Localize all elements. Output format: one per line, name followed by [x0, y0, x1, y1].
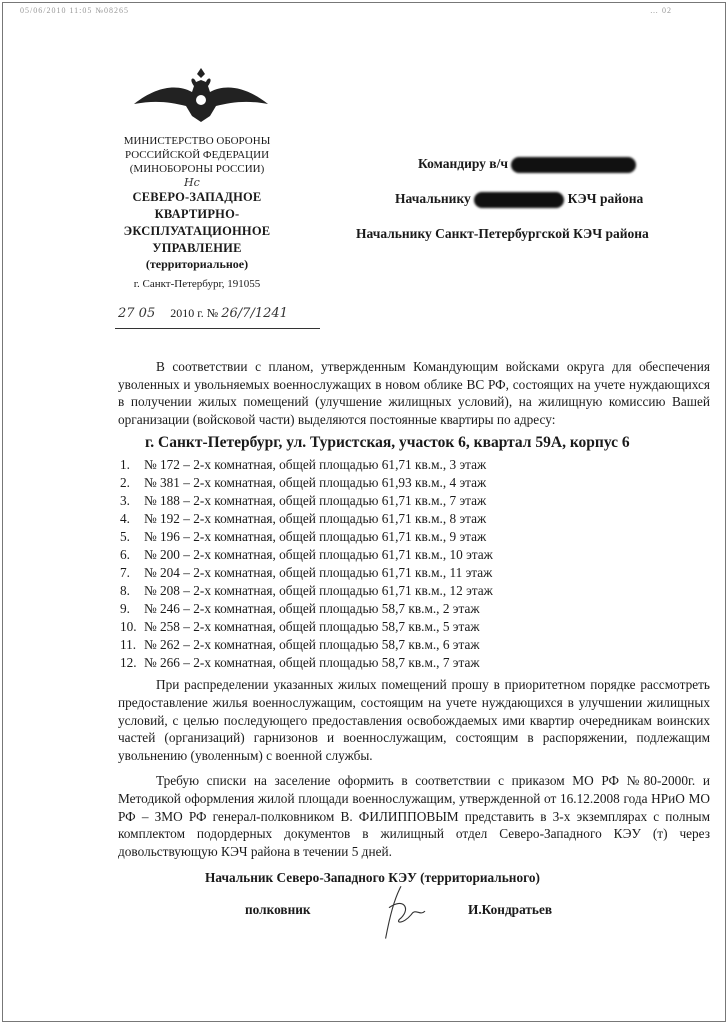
apartment-item [120, 474, 710, 492]
ministry-line-1: МИНИСТЕРСТВО ОБОРОНЫ [123, 135, 271, 147]
apartment-item [120, 546, 710, 564]
apartment-address: г. Санкт-Петербург, ул. Туристская, участок 6, квартал 59А, корпус 6 [145, 434, 630, 452]
apartment-number: 7. [120, 565, 130, 581]
intro-paragraph [118, 358, 710, 428]
apartment-item [120, 492, 710, 510]
apartment-description: № 172 – 2-х комнатная, общей площадью 61,71 кв.м., 3 этаж [144, 457, 487, 473]
apartment-item [120, 618, 710, 636]
outgoing-date-number [118, 306, 288, 321]
apartment-item [120, 528, 710, 546]
redaction-mark [474, 192, 564, 208]
apartment-description: № 192 – 2-х комнатная, общей площадью 61,71 кв.м., 8 этаж [144, 511, 487, 527]
handwritten-note: Нс [184, 176, 200, 189]
apartment-list [118, 456, 710, 672]
intro-text: В соответствии с планом, утвержденным Командующим войсками округа для обеспечения уволенных и увольняемых военнослужащих в новом облике ВС РФ, состоящих на учете нуждающихся в получении жилых помещений (улучшение жилищных условий), на жилищную комиссию Вашей организации (войсковой части) выделяются постоянные квартиры по адресу: [118, 359, 710, 427]
letterhead [112, 134, 282, 291]
signatory-rank: полковник [245, 902, 311, 918]
apartment-number: 1. [120, 457, 130, 473]
apartment-number: 10. [120, 619, 137, 635]
addressee-line-2-suffix: КЭЧ района [567, 191, 644, 206]
apartment-number: 5. [120, 529, 130, 545]
apartment-number: 4. [120, 511, 130, 527]
apartment-number: 12. [120, 655, 137, 671]
apartment-item [120, 582, 710, 600]
apartment-item [120, 636, 710, 654]
apartment-number: 3. [120, 493, 130, 509]
requirements-text: Требую списки на заселение оформить в соответствии с приказом МО РФ №80-2000г. и Методикой оформления жилой площади военнослужащим, утвержденной от 16.12.2008 года НРиО МО РФ – ЗМО РФ генерал-полковником В. ФИЛИППОВЫМ представить в 3-х экземплярах с полным комплектом подордерных документов в жилищный отдел Северо-Западного КЭУ (т) через довольствующую КЭЧ района в течении 5 дней. [118, 773, 710, 859]
apartment-item [120, 510, 710, 528]
addressee-kech-chief [395, 191, 643, 208]
apartment-description: № 204 – 2-х комнатная, общей площадью 61,71 кв.м., 11 этаж [144, 565, 493, 581]
redaction-mark [511, 157, 636, 173]
distribution-paragraph [118, 676, 710, 764]
fax-header-left: 05/06/2010 11:05 №08265 [20, 6, 130, 15]
apartment-description: № 208 – 2-х комнатная, общей площадью 61,71 кв.м., 12 этаж [144, 583, 493, 599]
apartment-description: № 266 – 2-х комнатная, общей площадью 58,7 кв.м., 7 этаж [144, 655, 480, 671]
signature-block [118, 870, 710, 940]
apartment-description: № 381 – 2-х комнатная, общей площадью 61,93 кв.м., 4 этаж [144, 475, 487, 491]
apartment-number: 2. [120, 475, 130, 491]
org-line-4: УПРАВЛЕНИЕ [152, 241, 242, 255]
letter-body [118, 358, 710, 940]
apartment-item [120, 600, 710, 618]
org-line-3: ЭКСПЛУАТАЦИОННОЕ [123, 224, 271, 238]
date-underline [115, 328, 320, 329]
org-line-2: КВАРТИРНО- [154, 207, 240, 221]
apartment-description: № 246 – 2-х комнатная, общей площадью 58,7 кв.м., 2 этаж [144, 601, 480, 617]
date-handwritten: 27 05 [118, 306, 156, 321]
requirements-paragraph [118, 772, 710, 860]
number-handwritten: 26/7/1241 [221, 306, 288, 321]
letterhead-city: г. Санкт-Петербург, 191055 [133, 278, 261, 290]
apartment-number: 8. [120, 583, 130, 599]
org-line-1: СЕВЕРО-ЗАПАДНОЕ [132, 190, 262, 204]
handwritten-signature-icon [372, 882, 442, 942]
addressee-line-2-prefix: Начальнику [395, 191, 471, 206]
apartment-description: № 196 – 2-х комнатная, общей площадью 61,71 кв.м., 9 этаж [144, 529, 487, 545]
apartment-item [120, 456, 710, 474]
ministry-line-3: (МИНОБОРОНЫ РОССИИ) [129, 163, 265, 175]
apartment-item [120, 564, 710, 582]
fax-header-right: … 02 [650, 6, 672, 15]
distribution-text: При распределении указанных жилых помещений прошу в приоритетном порядке рассмотреть предоставление жилья военнослужащим, состоящим на учете нуждающихся в улучшении жилищных условий, с целью последующего предоставления освобождаемых ими квартир очередникам воинских частей (организаций) гарнизонов и военнослужащим, состоящим в распоряжении, подлежащим увольнению (уволенным) с военной службы. [118, 677, 710, 763]
apartment-number: 6. [120, 547, 130, 563]
double-headed-eagle-emblem-icon [132, 64, 270, 124]
apartment-number: 11. [120, 637, 137, 653]
signatory-title: Начальник Северо-Западного КЭУ (территориального) [205, 870, 540, 886]
apartment-description: № 258 – 2-х комнатная, общей площадью 58,7 кв.м., 5 этаж [144, 619, 480, 635]
apartment-number: 9. [120, 601, 130, 617]
addressee-spb-kech: Начальнику Санкт-Петербургской КЭЧ района [356, 226, 649, 241]
addressee-line-1: Командиру в/ч [418, 156, 508, 171]
apartment-description: № 188 – 2-х комнатная, общей площадью 61,71 кв.м., 7 этаж [144, 493, 487, 509]
apartment-item [120, 654, 710, 672]
org-subtitle: (территориальное) [145, 257, 249, 271]
signatory-name: И.Кондратьев [468, 902, 553, 918]
addressee-commander [418, 156, 636, 173]
year-label: 2010 г. № [170, 306, 219, 320]
apartment-description: № 200 – 2-х комнатная, общей площадью 61,71 кв.м., 10 этаж [144, 547, 493, 563]
apartment-description: № 262 – 2-х комнатная, общей площадью 58,7 кв.м., 6 этаж [144, 637, 480, 653]
ministry-line-2: РОССИЙСКОЙ ФЕДЕРАЦИИ [124, 149, 270, 161]
